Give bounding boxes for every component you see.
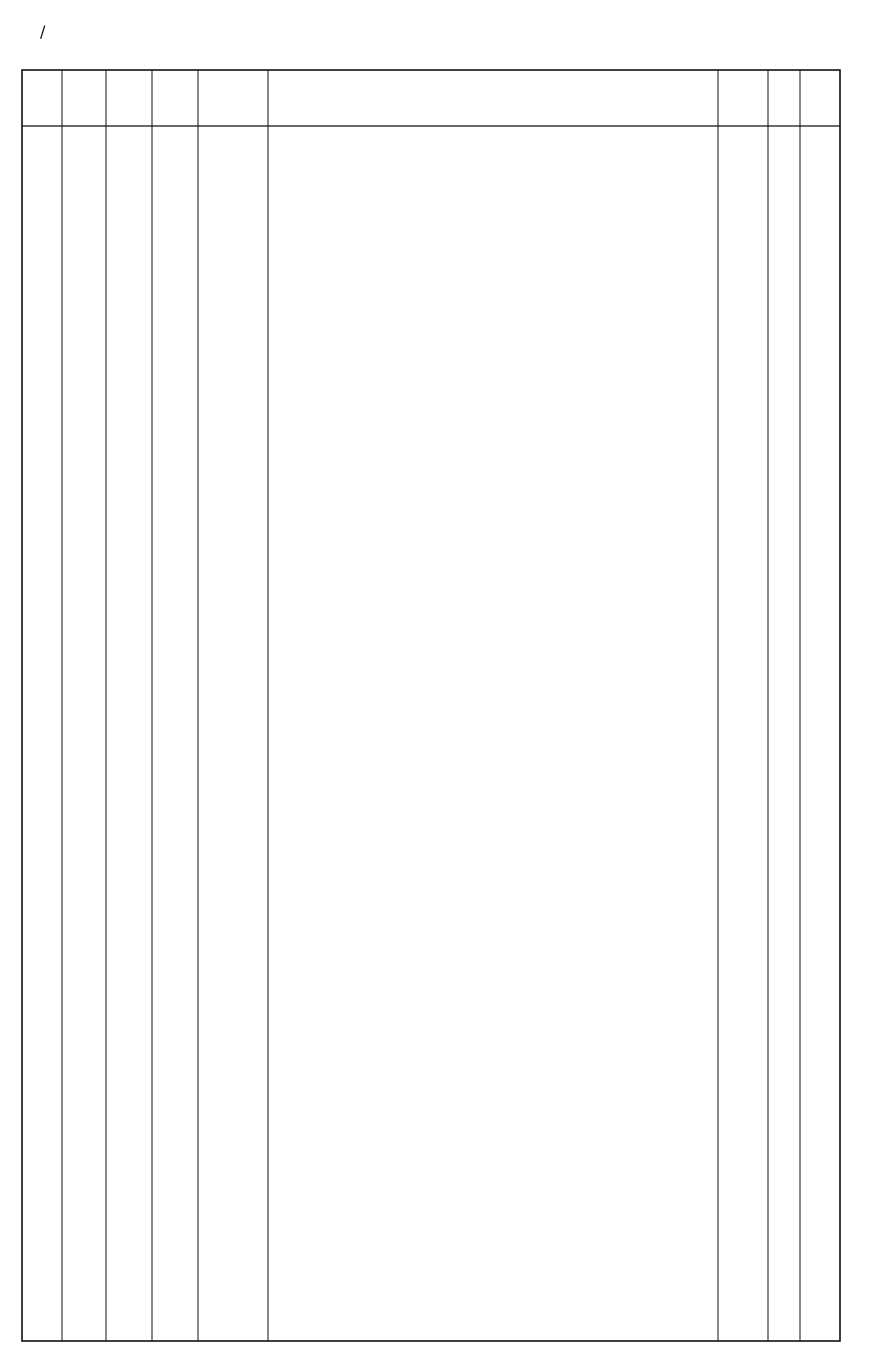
scale-ratio: / <box>40 22 46 41</box>
